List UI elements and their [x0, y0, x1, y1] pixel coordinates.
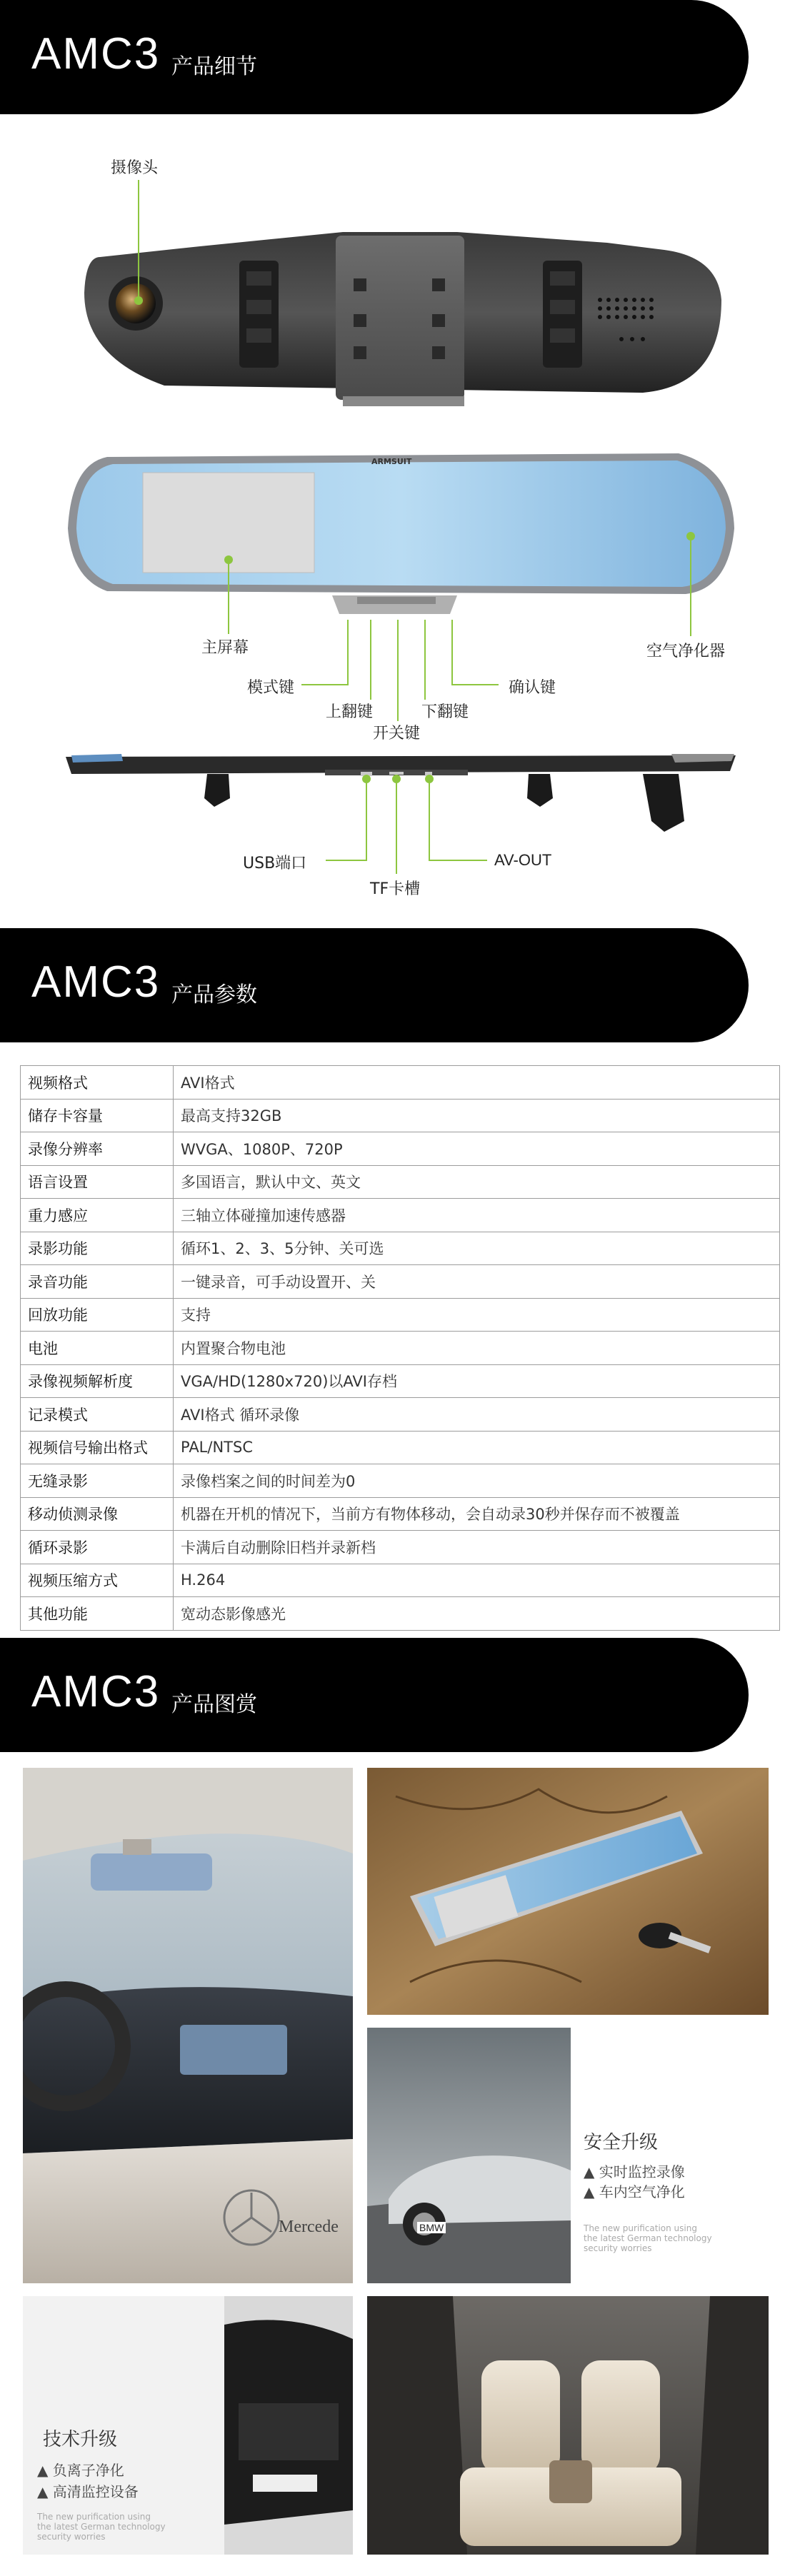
spec-key: 循环录影 — [21, 1531, 174, 1564]
banner-subtitle: 产品细节 — [171, 54, 257, 79]
section-banner-detail — [0, 0, 749, 114]
photo-rear-seats — [367, 2296, 769, 2555]
callout-camera-dot — [134, 296, 143, 305]
spec-key: 录影功能 — [21, 1232, 174, 1265]
safety-eng-2: the latest German technology — [584, 2233, 712, 2243]
callout-camera-line — [138, 180, 139, 300]
spec-row — [21, 1597, 780, 1631]
tech-item-1: ▲ 负离子净化 — [37, 2462, 124, 2479]
spec-key: 录音功能 — [21, 1265, 174, 1299]
tech-eng-2: the latest German technology — [37, 2522, 166, 2532]
label-usb-port: USB端口 — [243, 855, 307, 872]
label-tf-slot: TF卡槽 — [370, 880, 421, 898]
tech-eng-3: security worries — [37, 2532, 106, 2542]
tech-item-2: ▲ 高清监控设备 — [37, 2483, 139, 2500]
spec-key: 重力感应 — [21, 1199, 174, 1232]
section-banner-gallery — [0, 1638, 749, 1752]
callout-av-line-h — [429, 860, 487, 861]
spec-value: 三轴立体碰撞加速传感器 — [174, 1199, 780, 1232]
spec-row — [21, 1132, 780, 1166]
spec-row — [21, 1564, 780, 1597]
label-av-out: AV-OUT — [494, 851, 552, 869]
photo-mirror-map — [367, 1768, 769, 2015]
spec-value: AVI格式 — [174, 1066, 780, 1100]
callout-av-line — [429, 778, 430, 861]
spec-key: 视频信号输出格式 — [21, 1431, 174, 1464]
mirror-front-view — [0, 443, 800, 628]
spec-value: VGA/HD(1280x720)以AVI存档 — [174, 1364, 780, 1398]
label-main-screen: 主屏幕 — [201, 639, 249, 657]
label-up-key: 上翻键 — [326, 703, 374, 721]
spec-row — [21, 1199, 780, 1232]
spec-row — [21, 1398, 780, 1432]
photo-tech-upgrade — [23, 2296, 353, 2555]
spec-key: 无缝录影 — [21, 1464, 174, 1498]
spec-row — [21, 1332, 780, 1365]
label-air-purifier: 空气净化器 — [646, 643, 726, 660]
mirror-back-view — [0, 193, 800, 428]
spec-value: 一键录音，可手动设置开、关 — [174, 1265, 780, 1299]
spec-key: 视频压缩方式 — [21, 1564, 174, 1597]
spec-value: 循环1、2、3、5分钟、关可选 — [174, 1232, 780, 1265]
license-plate: BMW — [417, 2222, 446, 2233]
spec-row — [21, 1298, 780, 1332]
callout-tf-line — [396, 778, 397, 874]
banner-model: AMC3 — [31, 957, 161, 1007]
spec-value: 录像档案之间的时间差为0 — [174, 1464, 780, 1498]
safety-title: 安全升级 — [584, 2132, 659, 2153]
spec-key: 记录模式 — [21, 1398, 174, 1432]
spec-value: PAL/NTSC — [174, 1431, 780, 1464]
safety-item-2: ▲ 车内空气净化 — [584, 2183, 685, 2200]
photo-safety-upgrade — [367, 2028, 769, 2283]
spec-value: 内置聚合物电池 — [174, 1332, 780, 1365]
spec-key: 回放功能 — [21, 1298, 174, 1332]
banner-subtitle: 产品图赏 — [171, 1692, 257, 1717]
spec-row — [21, 1364, 780, 1398]
spec-value: 多国语言，默认中文、英文 — [174, 1165, 780, 1199]
label-down-key: 下翻键 — [421, 703, 469, 721]
tech-title: 技术升级 — [43, 2429, 118, 2450]
callout-usb-line-h — [326, 860, 367, 861]
mirror-bottom-view — [0, 743, 800, 850]
banner-model: AMC3 — [31, 1667, 161, 1716]
spec-value: 机器在开机的情况下，当前方有物体移动，会自动录30秒并保存而不被覆盖 — [174, 1497, 780, 1531]
spec-key: 录像视频解析度 — [21, 1364, 174, 1398]
callout-usb-line — [366, 778, 367, 861]
spec-key: 语言设置 — [21, 1165, 174, 1199]
spec-key: 储存卡容量 — [21, 1099, 174, 1132]
spec-row — [21, 1431, 780, 1464]
callout-down-line — [424, 620, 426, 700]
callout-screen-line — [228, 560, 229, 634]
callout-up-line — [370, 620, 371, 700]
label-camera: 摄像头 — [111, 159, 159, 177]
spec-key: 录像分辨率 — [21, 1132, 174, 1166]
spec-row — [21, 1232, 780, 1265]
spec-value: 支持 — [174, 1298, 780, 1332]
callout-air-line — [690, 536, 691, 636]
safety-eng-1: The new purification using — [584, 2223, 697, 2233]
spec-value: 卡满后自动删除旧档并录新档 — [174, 1531, 780, 1564]
spec-row — [21, 1099, 780, 1132]
safety-item-1: ▲ 实时监控录像 — [584, 2163, 685, 2180]
callout-confirm-line — [451, 620, 453, 685]
spec-value: 最高支持32GB — [174, 1099, 780, 1132]
safety-eng-3: security worries — [584, 2243, 652, 2253]
spec-row — [21, 1265, 780, 1299]
spec-row — [21, 1066, 780, 1100]
spec-row — [21, 1497, 780, 1531]
label-confirm-key: 确认键 — [509, 679, 556, 697]
spec-value: 宽动态影像感光 — [174, 1597, 780, 1631]
spec-key: 电池 — [21, 1332, 174, 1365]
callout-power-line — [397, 620, 399, 721]
spec-key: 移动侦测录像 — [21, 1497, 174, 1531]
spec-table — [20, 1065, 780, 1631]
label-mode-key: 模式键 — [247, 679, 295, 697]
spec-value: WVGA、1080P、720P — [174, 1132, 780, 1166]
spec-row — [21, 1464, 780, 1498]
spec-row — [21, 1165, 780, 1199]
banner-model: AMC3 — [31, 29, 161, 79]
callout-mode-line — [347, 620, 349, 685]
tech-eng-1: The new purification using — [37, 2512, 151, 2522]
mercedes-text: Mercede — [279, 2218, 339, 2236]
spec-key: 视频格式 — [21, 1066, 174, 1100]
section-banner-params — [0, 928, 749, 1042]
photo-car-interior — [23, 1768, 353, 2283]
spec-key: 其他功能 — [21, 1597, 174, 1631]
spec-value: AVI格式 循环录像 — [174, 1398, 780, 1432]
banner-subtitle: 产品参数 — [171, 982, 257, 1007]
brand-logo-text: ARMSUIT — [371, 457, 412, 466]
callout-mode-line-h — [301, 684, 349, 685]
label-power-key: 开关键 — [373, 725, 421, 743]
callout-confirm-line-h — [451, 684, 499, 685]
spec-row — [21, 1531, 780, 1564]
spec-value: H.264 — [174, 1564, 780, 1597]
